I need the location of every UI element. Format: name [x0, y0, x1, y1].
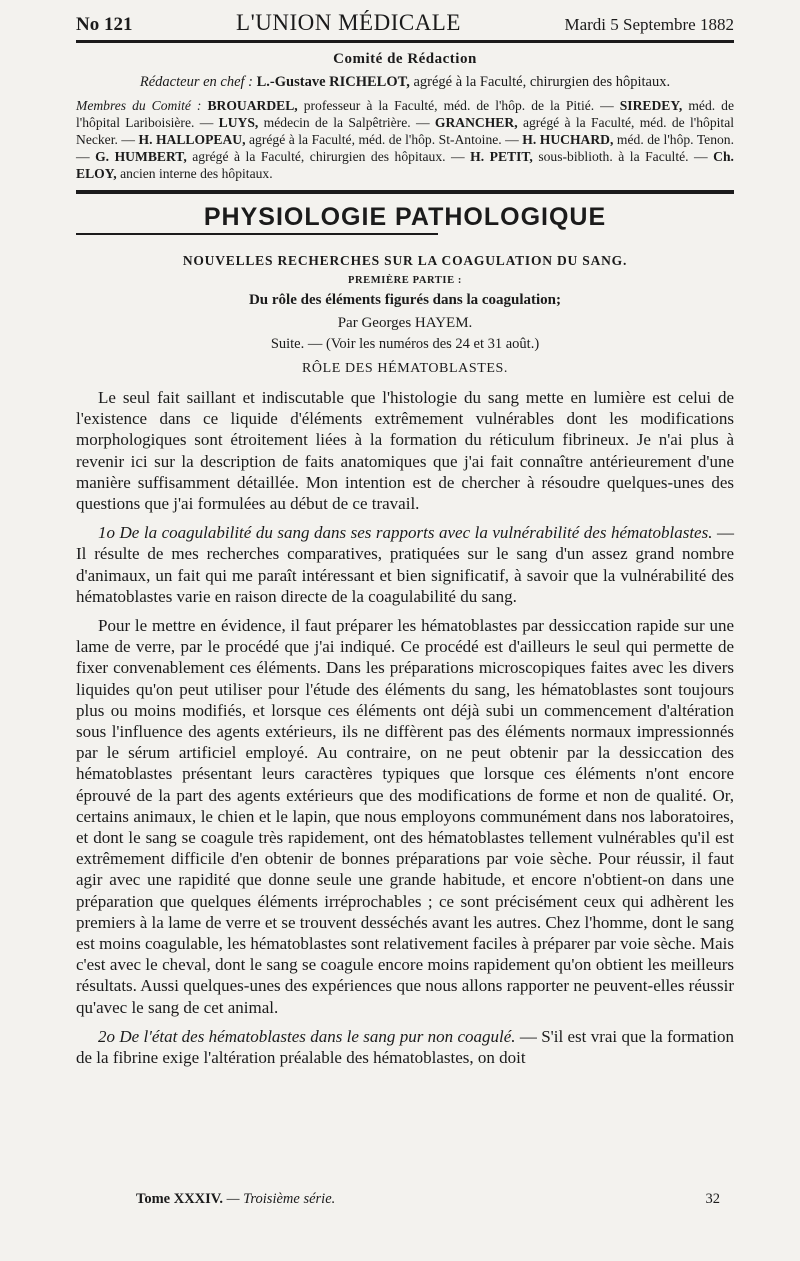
chief-name: L.-Gustave RICHELOT, [256, 74, 410, 90]
committee-rule [76, 190, 734, 194]
committee [76, 51, 734, 91]
chief-label: Rédacteur en chef : [139, 74, 254, 90]
masthead [76, 0, 734, 36]
member: LUYS, médecin de la Salpêtrière. — [218, 115, 430, 130]
issue-number: No 121 [76, 14, 133, 35]
article-subtitle: Du rôle des éléments figurés dans la coagulation; [248, 292, 562, 308]
article-title: NOUVELLES RECHERCHES SUR LA COAGULATION DU SANG. [182, 253, 628, 268]
page-number: 32 [705, 1191, 720, 1207]
member: H. HUCHARD, méd. de l'hôp. Tenon. — [76, 132, 735, 164]
volume-info: Tome XXXIV. — Troisième série. [136, 1191, 336, 1207]
members-label: Membres du Comité : [76, 98, 202, 113]
paragraph: Pour le mettre en évidence, il faut préparer les hématoblastes par dessiccation rapide sur une lame de verre, par le procédé que j'ai indiqué. Ce procédé est d'ailleurs le seul qui permette de fixer convenablement ces éléments. Dans les préparations microscopiques faites avec les divers liquides qu'on peut utiliser pour l'étude des éléments du sang, les hématoblastes sont toujours plus ou moins modifiés, et lorsque ces éléments ont déjà subi un commencement d'altération sous l'influence des agents extérieurs, ils ne diffèrent pas des éléments normaux impressionnés par le sérum artificiel employé. Au contraire, on ne peut obtenir par la dessiccation des hématoblastes présentant leurs caractères typiques que lorsque ces éléments n'ont encore éprouvé de la part des agents extérieurs que des modifications de forme et non de qualité. Or, certains animaux, le chien et le lapin, que nous employons communément dans nos laboratoires, et dont le sang se coagule très rapidement, ont des hématoblastes tellement vulnérables qu'il est extrêmement difficile d'en obtenir de bonnes préparations par voie sèche. Pour réussir, il faut agir avec une rapidité que donne seule une grande habitude, et encore n'obtient-on dans une préparation que quelques éléments irréprochables ; ce sont précisément ceux qui adhèrent les premiers à la lame de verre et se trouvent desséchés avant les autres. Chez l'homme, dont le sang est moins coagulable, les hématoblastes sont relativement faciles à préparer par voie sèche. Mais c'est avec le cheval, dont le sang se coagule encore moins rapidement qu'on obtient les meilleurs résultats. Aussi quelques-unes des expériences que nous allons rapporter ne peuvent-elles réussir qu'avec le sang de cet animal. [76, 616, 734, 1017]
article-byline: Par Georges HAYEM. [337, 315, 473, 331]
article-body [76, 387, 734, 1068]
member: G. HUMBERT, agrégé à la Faculté, chirurgien des hôpitaux. — [95, 149, 465, 164]
section-heading-rule [76, 233, 438, 235]
article-section-title: RÔLE DES HÉMATOBLASTES. [301, 361, 509, 376]
article-suite-note: Suite. — (Voir les numéros des 24 et 31 août.) [270, 336, 540, 352]
editor-in-chief [76, 74, 734, 91]
member: GRANCHER, agrégé à la Faculté, méd. de l'hôpital Necker. — [76, 115, 735, 147]
member: H. HALLOPEAU, agrégé à la Faculté, méd. de l'hôp. St-Antoine. — [138, 132, 519, 147]
member: Ch. ELOY, ancien interne des hôpitaux. [76, 149, 734, 181]
article-part: PREMIÈRE PARTIE : [347, 275, 463, 286]
section-heading: PHYSIOLOGIE PATHOLOGIQUE [203, 203, 607, 231]
committee-members [76, 97, 734, 182]
paragraph: 2o De l'état des hématoblastes dans le sang pur non coagulé. — S'il est vrai que la formation de la fibrine exige l'altération préalable des hématoblastes, on doit [76, 1026, 734, 1068]
chief-desc: agrégé à la Faculté, chirurgien des hôpitaux. [413, 74, 671, 90]
page-footer [136, 1191, 720, 1208]
member: H. PETIT, sous-biblioth. à la Faculté. — [470, 149, 708, 164]
journal-title: L'UNION MÉDICALE [236, 10, 461, 35]
member: SIREDEY, méd. de l'hôpital Lariboisière. — [76, 98, 734, 130]
member: BROUARDEL, professeur à la Faculté, méd. de l'hôp. de la Pitié. — [207, 98, 614, 113]
committee-title: Comité de Rédaction [333, 51, 477, 67]
paragraph: 1o De la coagulabilité du sang dans ses rapports avec la vulnérabilité des hématoblastes. — Il résulte de mes recherches comparatives, pratiquées sur le sang d'un assez grand nombre d'animaux, un fait qui me paraît intéressant et bien significatif, à savoir que la vulnérabilité des hématoblastes varie en raison directe de la coagulabilité du sang. [76, 523, 735, 606]
issue-date: Mardi 5 Septembre 1882 [564, 15, 734, 34]
paragraph: Le seul fait saillant et indiscutable que l'histologie du sang mette en lumière est celui de l'existence dans ce liquide d'éléments extrêmement vulnérables dont les modifications morphologiques sont étroitement liées à la formation du réticulum fibrineux. Je n'ai plus à revenir ici sur la description de faits anatomiques que j'ai fait connaître antérieurement d'une manière suffisamment détaillée. Mon intention est de chercher à résoudre quelques-unes des questions que j'ai formulées au début de ce travail. [76, 388, 734, 514]
masthead-rule [76, 40, 734, 43]
